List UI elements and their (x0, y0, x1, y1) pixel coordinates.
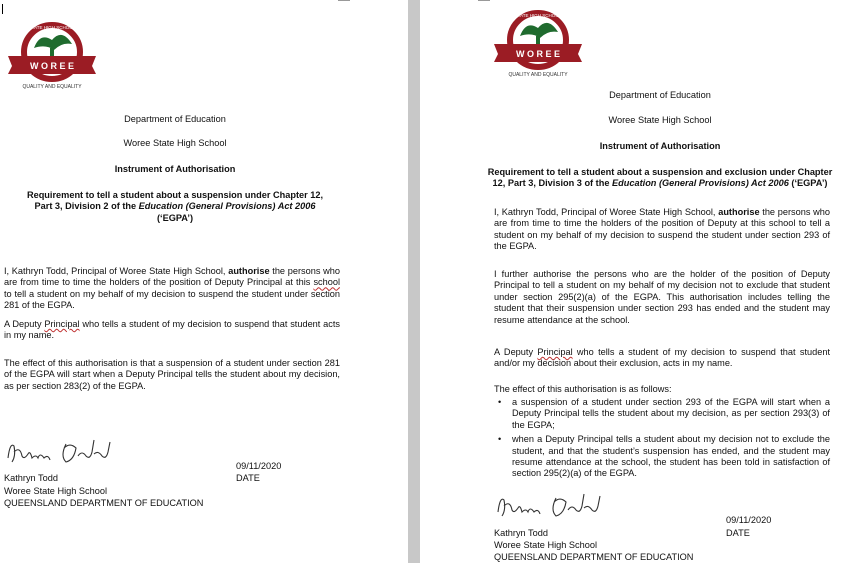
signature-date: 09/11/2020 (236, 461, 282, 471)
p1-text-c: the persons who are from time to time the holders of the position of Deputy at this school to tell a student on my behalf of my decision to suspend the student under section 293 of the EGPA. (494, 207, 830, 252)
signatory-department: QUEENSLAND DEPARTMENT OF EDUCATION (494, 552, 694, 562)
paragraph-authorisation (4, 266, 340, 312)
page-edge-mark (478, 0, 490, 1)
signatory-school: Woree State High School (494, 540, 597, 550)
p3-text-a: A Deputy (494, 347, 538, 357)
document-page-right (420, 0, 850, 563)
list-item: • when a Deputy Principal tells a student about my decision not to exclude the student, and that the student’s suspension has ended, and the student may resume attendance at the school, the student has been told in satisfaction of section 295(2)(a) of the EGPA. (494, 434, 830, 480)
p1-spellcheck-word: school (313, 277, 340, 288)
p2-spellcheck-word: Principal (44, 319, 80, 329)
crest-band-text: W O R E E (29, 61, 75, 71)
crest-band-text: W O R E E (515, 49, 561, 59)
p1-text-a: I, Kathryn Todd, Principal of Woree State High School, (494, 207, 719, 217)
p2-text-c: who tells a student of my decision to suspend that student acts in my name. (4, 319, 340, 341)
signature-date-label: DATE (726, 528, 750, 538)
signatory-department: QUEENSLAND DEPARTMENT OF EDUCATION (4, 498, 204, 508)
handwritten-signature (4, 436, 124, 468)
heading-act-name: Education (General Provisions) Act 2006 (612, 178, 789, 189)
paragraph-effect: The effect of this authorisation is that a suspension of a student under section 281 of the EGPA will start when a Deputy Principal tells the student about my decision, as per section 283(2) of the EGPA. (4, 358, 340, 391)
paragraph-acts-in-name (494, 347, 830, 370)
instrument-title: Instrument of Authorisation (114, 164, 236, 174)
p1-bold: authorise (718, 207, 760, 217)
list-item: • a suspension of a student under section 293 of the EGPA will start when a Deputy Principal tells the student about my decision, as per section 293(3) of the EGPA; (494, 397, 830, 431)
department-title: Department of Education (609, 90, 711, 100)
effect-bullet-list (494, 397, 830, 480)
page-edge-mark (338, 0, 350, 1)
handwritten-signature (494, 490, 614, 522)
school-crest-icon (490, 2, 586, 88)
instrument-title: Instrument of Authorisation (599, 141, 721, 151)
school-title: Woree State High School (123, 138, 227, 148)
crest-bottom-text: QUALITY AND EQUALITY (22, 84, 82, 90)
paragraph-effect-intro: The effect of this authorisation is as follows: (494, 384, 672, 394)
p3-spellcheck-word: Principal (537, 347, 573, 357)
signature-date-label: DATE (236, 473, 260, 483)
document-page-left (0, 0, 408, 563)
requirement-heading (470, 167, 850, 190)
heading-line-1: Requirement to tell a student about a suspension and exclusion under Chapter (487, 167, 833, 177)
heading-line-2c: (‘EGPA’) (788, 178, 828, 189)
heading-line-2a: 12, Part 3, Division 3 of the (492, 178, 613, 189)
p1-bold: authorise (228, 266, 270, 276)
text-cursor (2, 4, 3, 14)
school-title: Woree State High School (608, 115, 712, 125)
school-crest-icon (4, 18, 100, 96)
signatory-name: Kathryn Todd (494, 528, 548, 538)
signatory-school: Woree State High School (4, 486, 107, 496)
department-title: Department of Education (124, 114, 226, 124)
paragraph-acts-in-name (4, 319, 340, 342)
signature-date: 09/11/2020 (726, 515, 772, 525)
crest-bottom-text: QUALITY AND EQUALITY (508, 72, 568, 78)
p1-text-a: I, Kathryn Todd, Principal of Woree State High School, (4, 266, 229, 276)
heading-line-3: (‘EGPA’) (156, 212, 194, 223)
p1-text-c: the persons who are from time to time the holders of the position of Deputy Principal at this (4, 266, 340, 288)
requirement-heading (0, 190, 350, 224)
paragraph-further-authorisation: I further authorise the persons who are the holder of the position of Deputy Principal to tell a student on my behalf of my decision not to exclude that student under section 295(2)(a) of the EGPA. This authorisation includes telling the student that their suspension under section 293 has ended and the student may resume attendance at the school. (494, 269, 830, 325)
heading-act-name: Education (General Provisions) Act 2006 (138, 201, 316, 212)
p3-text-c: who tells a student of my decision to suspend that student and/or my decision about their exclusion, acts in my name. (494, 347, 831, 369)
crest-top-text: STATE HIGH SCHOOL (514, 13, 562, 18)
p2-text-a: A Deputy (4, 319, 45, 329)
p1-text-e: to tell a student on my behalf of my decision to suspend the student under section 281 of the EGPA. (4, 288, 340, 311)
signatory-name: Kathryn Todd (4, 473, 58, 483)
heading-line-2a: Part 3, Division 2 of the (34, 201, 139, 212)
paragraph-authorisation (494, 207, 830, 253)
heading-line-1: Requirement to tell a student about a suspension under Chapter 12, (26, 190, 324, 200)
crest-top-text: STATE HIGH SCHOOL (28, 25, 76, 30)
